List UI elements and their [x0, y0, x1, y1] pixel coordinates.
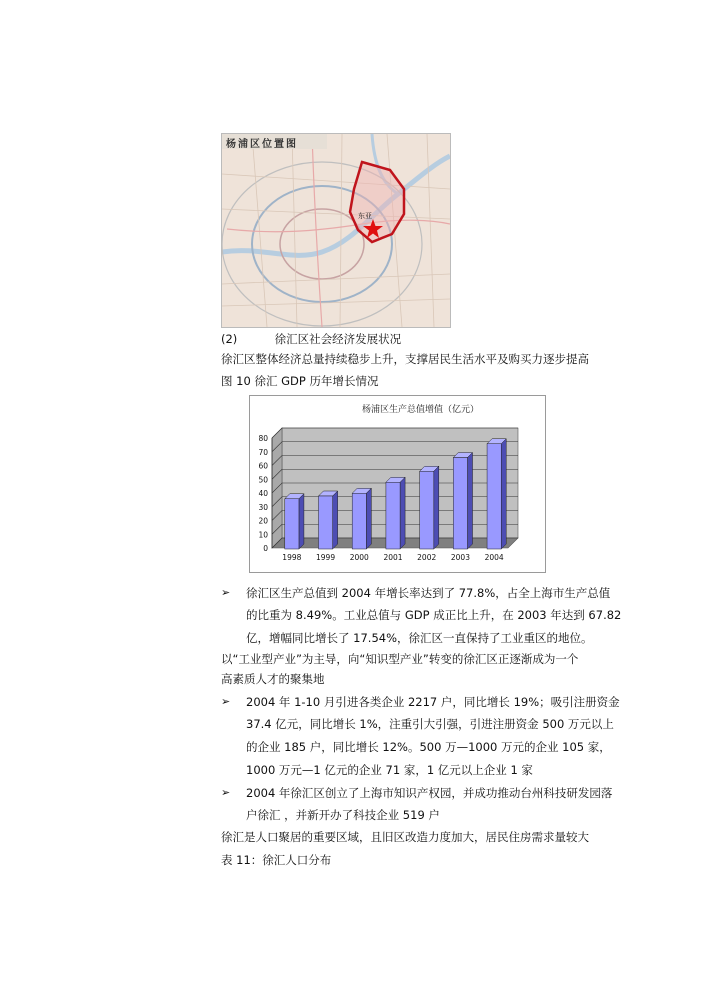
- chart-bar: [318, 491, 337, 549]
- chart-bar: [487, 439, 506, 549]
- chart-bar: [453, 453, 472, 550]
- population-paragraph: 徐汇是人口聚居的重要区域，且旧区改造力度加大，居民住房需求量较大: [221, 830, 589, 844]
- chart-x-tick-label: 2000: [349, 553, 369, 562]
- chart-bar: [285, 494, 304, 549]
- talent-paragraph-line-2: 高素质人才的聚集地: [221, 672, 325, 686]
- chart-bar-front: [386, 482, 400, 549]
- chart-bar-front: [352, 493, 366, 549]
- bullet-3-line-1: 2004 年徐汇区创立了上海市知识产权园，并成功推动台州科技研发园落: [246, 786, 613, 800]
- bullet-1-line-1: 徐汇区生产总值到 2004 年增长率达到了 77.8%，占全上海市生产总值: [246, 586, 611, 600]
- chart-bar-front: [487, 444, 501, 549]
- chart-y-tick-label: 0: [263, 544, 268, 553]
- chart-x-tick-label: 2001: [383, 553, 403, 562]
- bullet-2-line-2: 37.4 亿元，同比增长 1%，注重引大引强，引进注册资金 500 万元以上: [246, 717, 614, 731]
- section-summary: 徐汇区整体经济总量持续稳步上升，支撑居民生活水平及购买力逐步提高: [221, 352, 589, 366]
- map-marker-label: 东亚: [358, 212, 372, 220]
- chart-bar-side: [333, 491, 338, 549]
- bullet-glyph: ➢: [221, 786, 231, 799]
- chart-y-tick-label: 80: [258, 434, 268, 443]
- chart-bar-side: [501, 439, 506, 549]
- chart-y-tick-label: 10: [258, 530, 268, 540]
- bullet-3-line-2: 户徐汇 ，并新开办了科技企业 519 户: [246, 808, 440, 822]
- chart-y-tick-label: 40: [258, 489, 268, 498]
- chart-bar-front: [453, 458, 467, 550]
- chart-x-tick-label: 1998: [282, 553, 302, 562]
- map-title: 杨浦区位置图: [226, 139, 298, 150]
- chart-x-tick-label: 1999: [316, 553, 336, 562]
- bullet-2-line-1: 2004 年 1-10 月引进各类企业 2217 户，同比增长 19%；吸引注册资金: [246, 695, 620, 709]
- chart-bar-front: [318, 496, 332, 549]
- section-heading-text: 徐汇区社会经济发展状况: [274, 332, 402, 346]
- chart-y-tick-label: 20: [258, 516, 268, 526]
- chart-x-tick-label: 2003: [450, 553, 470, 562]
- chart-bar: [420, 466, 439, 549]
- bullet-1-line-2: 的比重为 8.49%。工业总值与 GDP 成正比上升，在 2003 年达到 67.82: [246, 608, 622, 622]
- bullet-glyph: ➢: [221, 695, 231, 708]
- section-heading: [221, 330, 401, 348]
- chart-bar: [386, 477, 405, 549]
- chart-bar-front: [420, 471, 434, 549]
- chart-bar-side: [468, 453, 473, 550]
- bullet-1-line-3: 亿，增幅同比增长了 17.54%，徐汇区一直保持了工业重区的地位。: [246, 631, 593, 645]
- chart-bar-side: [434, 466, 439, 549]
- district-location-map: [221, 133, 451, 328]
- chart-bar-side: [366, 488, 371, 549]
- gdp-chart: [249, 395, 546, 573]
- chart-y-tick-label: 50: [258, 475, 268, 485]
- chart-x-tick-label: 2002: [417, 553, 437, 562]
- chart-bar-side: [299, 494, 304, 549]
- gdp-chart-svg: [250, 396, 545, 572]
- figure-caption: 图 10 徐汇 GDP 历年增长情况: [221, 374, 379, 388]
- table-caption: 表 11：徐汇人口分布: [221, 853, 332, 867]
- chart-bar-side: [400, 477, 405, 549]
- chart-bar: [352, 488, 371, 549]
- bullet-2-line-3: 的企业 185 户，同比增长 12%。500 万—1000 万元的企业 105 家，: [246, 740, 611, 754]
- chart-bar-front: [285, 499, 299, 549]
- bullet-glyph: ➢: [221, 586, 231, 599]
- chart-y-tick-label: 70: [258, 447, 268, 457]
- section-heading-number: (2): [221, 332, 238, 346]
- map-graphic: [222, 134, 450, 327]
- talent-paragraph-line-1: 以“工业型产业”为主导，向“知识型产业”转变的徐汇区正逐渐成为一个: [221, 652, 579, 666]
- chart-y-tick-label: 30: [258, 502, 268, 512]
- chart-title: 杨浦区生产总值增值（亿元）: [362, 405, 480, 415]
- chart-x-tick-label: 2004: [484, 553, 504, 562]
- bullet-2-line-4: 1000 万元—1 亿元的企业 71 家，1 亿元以上企业 1 家: [246, 763, 533, 777]
- chart-y-tick-label: 60: [258, 461, 268, 471]
